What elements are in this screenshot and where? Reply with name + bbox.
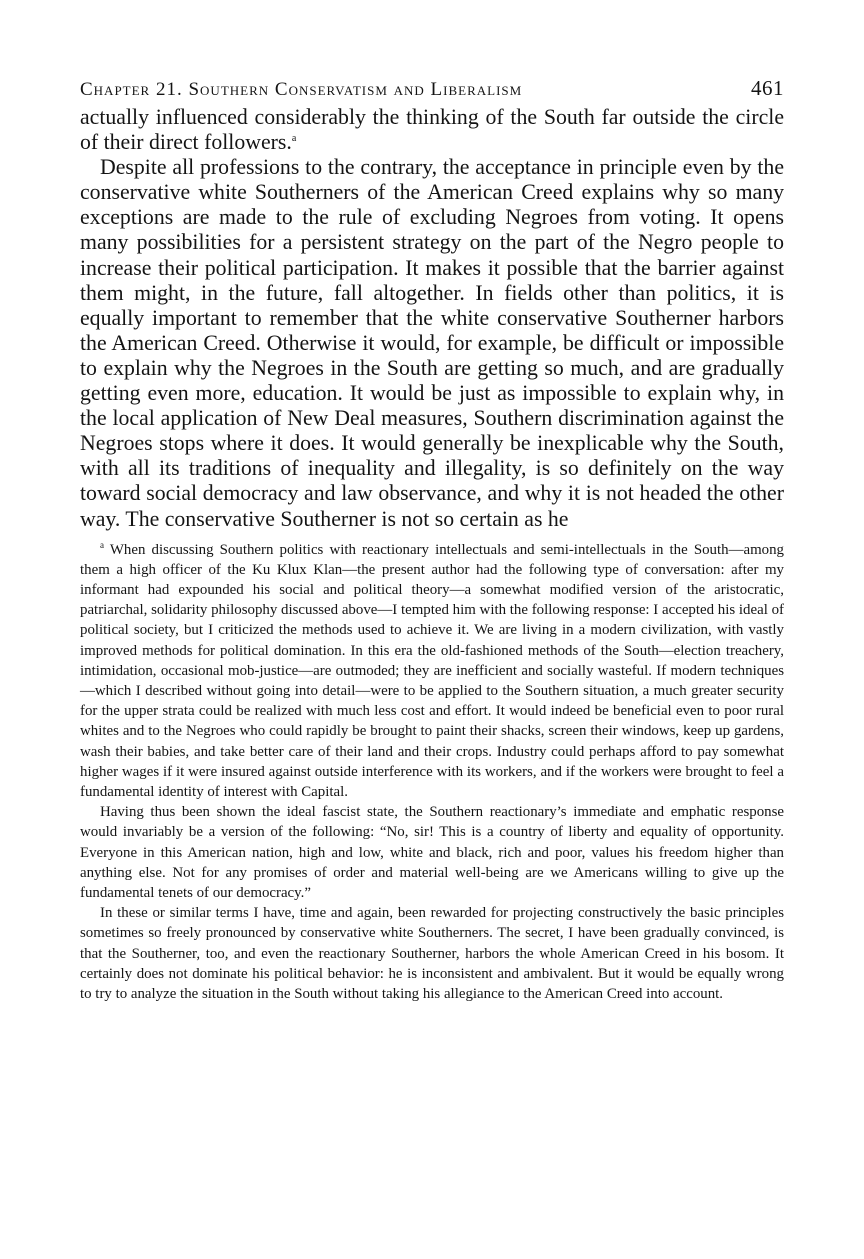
paragraph-continued: [80, 105, 784, 155]
paragraph-text: actually influenced considerably the thinking of the South far outside the circle of their direct followers.: [80, 105, 784, 155]
paragraph: Despite all professions to the contrary, the acceptance in principle even by the conservative white Southerners of the American Creed explains why so many exceptions are made to the rule of excluding Negroes from voting. It opens many possibilities for a persistent strategy on the part of the Negro people to increase their political participation. It makes it possible that the barrier against them might, in the future, fall altogether. In fields other than politics, it is equally important to remember that the white conservative Southerner harbors the American Creed. Otherwise it would, for example, be difficult or impossible to explain why the Negroes in the South are getting so much, and are gradually getting even more, education. It would be just as impossible to explain why, in the local application of New Deal measures, Southern discrimination against the Negroes stops where it does. It would generally be inexplicable why the South, with all its traditions of inequality and illegality, is so definitely on the way toward social democracy and law observance, and why it is not headed the other way. The conservative Southerner is not so certain as he: [80, 155, 784, 531]
running-header: [80, 76, 784, 101]
page-number: 461: [751, 76, 784, 100]
footnote-paragraph: Having thus been shown the ideal fascist state, the Southern reactionary’s immediate and emphatic response would invariably be a version of the following: “No, sir! This is a country of liberty and equality of opportunity. Everyone in this American nation, high and low, white and black, rich and poor, values his freedom higher than anything else. Not for any promises of order and material well-being are we Americans willing to give up the fundamental tenets of our democracy.”: [80, 804, 784, 902]
footnote-paragraph: In these or similar terms I have, time and again, been rewarded for projecting constructively the basic principles sometimes so freely pronounced by conservative white Southerners. The secret, I have been gradually convinced, is that the Southerner, too, and even the reactionary Southerner, harbors the whole American Creed in his bosom. It certainly does not dominate his political behavior: he is inconsistent and ambivalent. But it would be equally wrong to try to analyze the situation in the South without taking his allegiance to the American Creed into account.: [80, 905, 784, 1003]
main-text: [80, 105, 784, 532]
footnote-paragraph: [80, 540, 784, 803]
footnote-marker: a: [100, 539, 104, 550]
footnote-text: When discussing Southern politics with reactionary intellectuals and semi-intellectuals in the South—among them a high officer of the Ku Klux Klan—the present author had the following type of conversation: after my informant had expounded his social and political theory—a somewhat modified version of the aristocratic, patriarchal, solidarity philosophy discussed above—I tempted him with the following response: I accepted his ideal of political society, but I criticized the methods used to achieve it. We are living in a modern civilization, with vastly improved methods for political domination. In this era the old-fashioned methods of the South—election treachery, intimidation, occasional mob-justice—are outmoded; they are inefficient and socially wasteful. If modern techniques—which I described without going into detail—were to be applied to the Southern situation, a much greater security for the upper strata could be realized with much less cost and effort. It would indeed be beneficial even to poor rural whites and to the Negroes who could rapidly be brought to paint their shacks, screen their windows, keep up gardens, wash their babies, and take better care of their land and their crops. Industry could perhaps afford to pay somewhat higher wages if it were insured against outside interference with its workers, and if the workers were brought to feel a fundamental identity of interest with Capital.: [80, 541, 784, 801]
footnotes: [80, 540, 784, 1005]
chapter-title: Chapter 21. Southern Conservatism and Liberalism: [80, 79, 523, 100]
footnote-reference: a: [291, 133, 297, 145]
book-page: [80, 76, 784, 1004]
